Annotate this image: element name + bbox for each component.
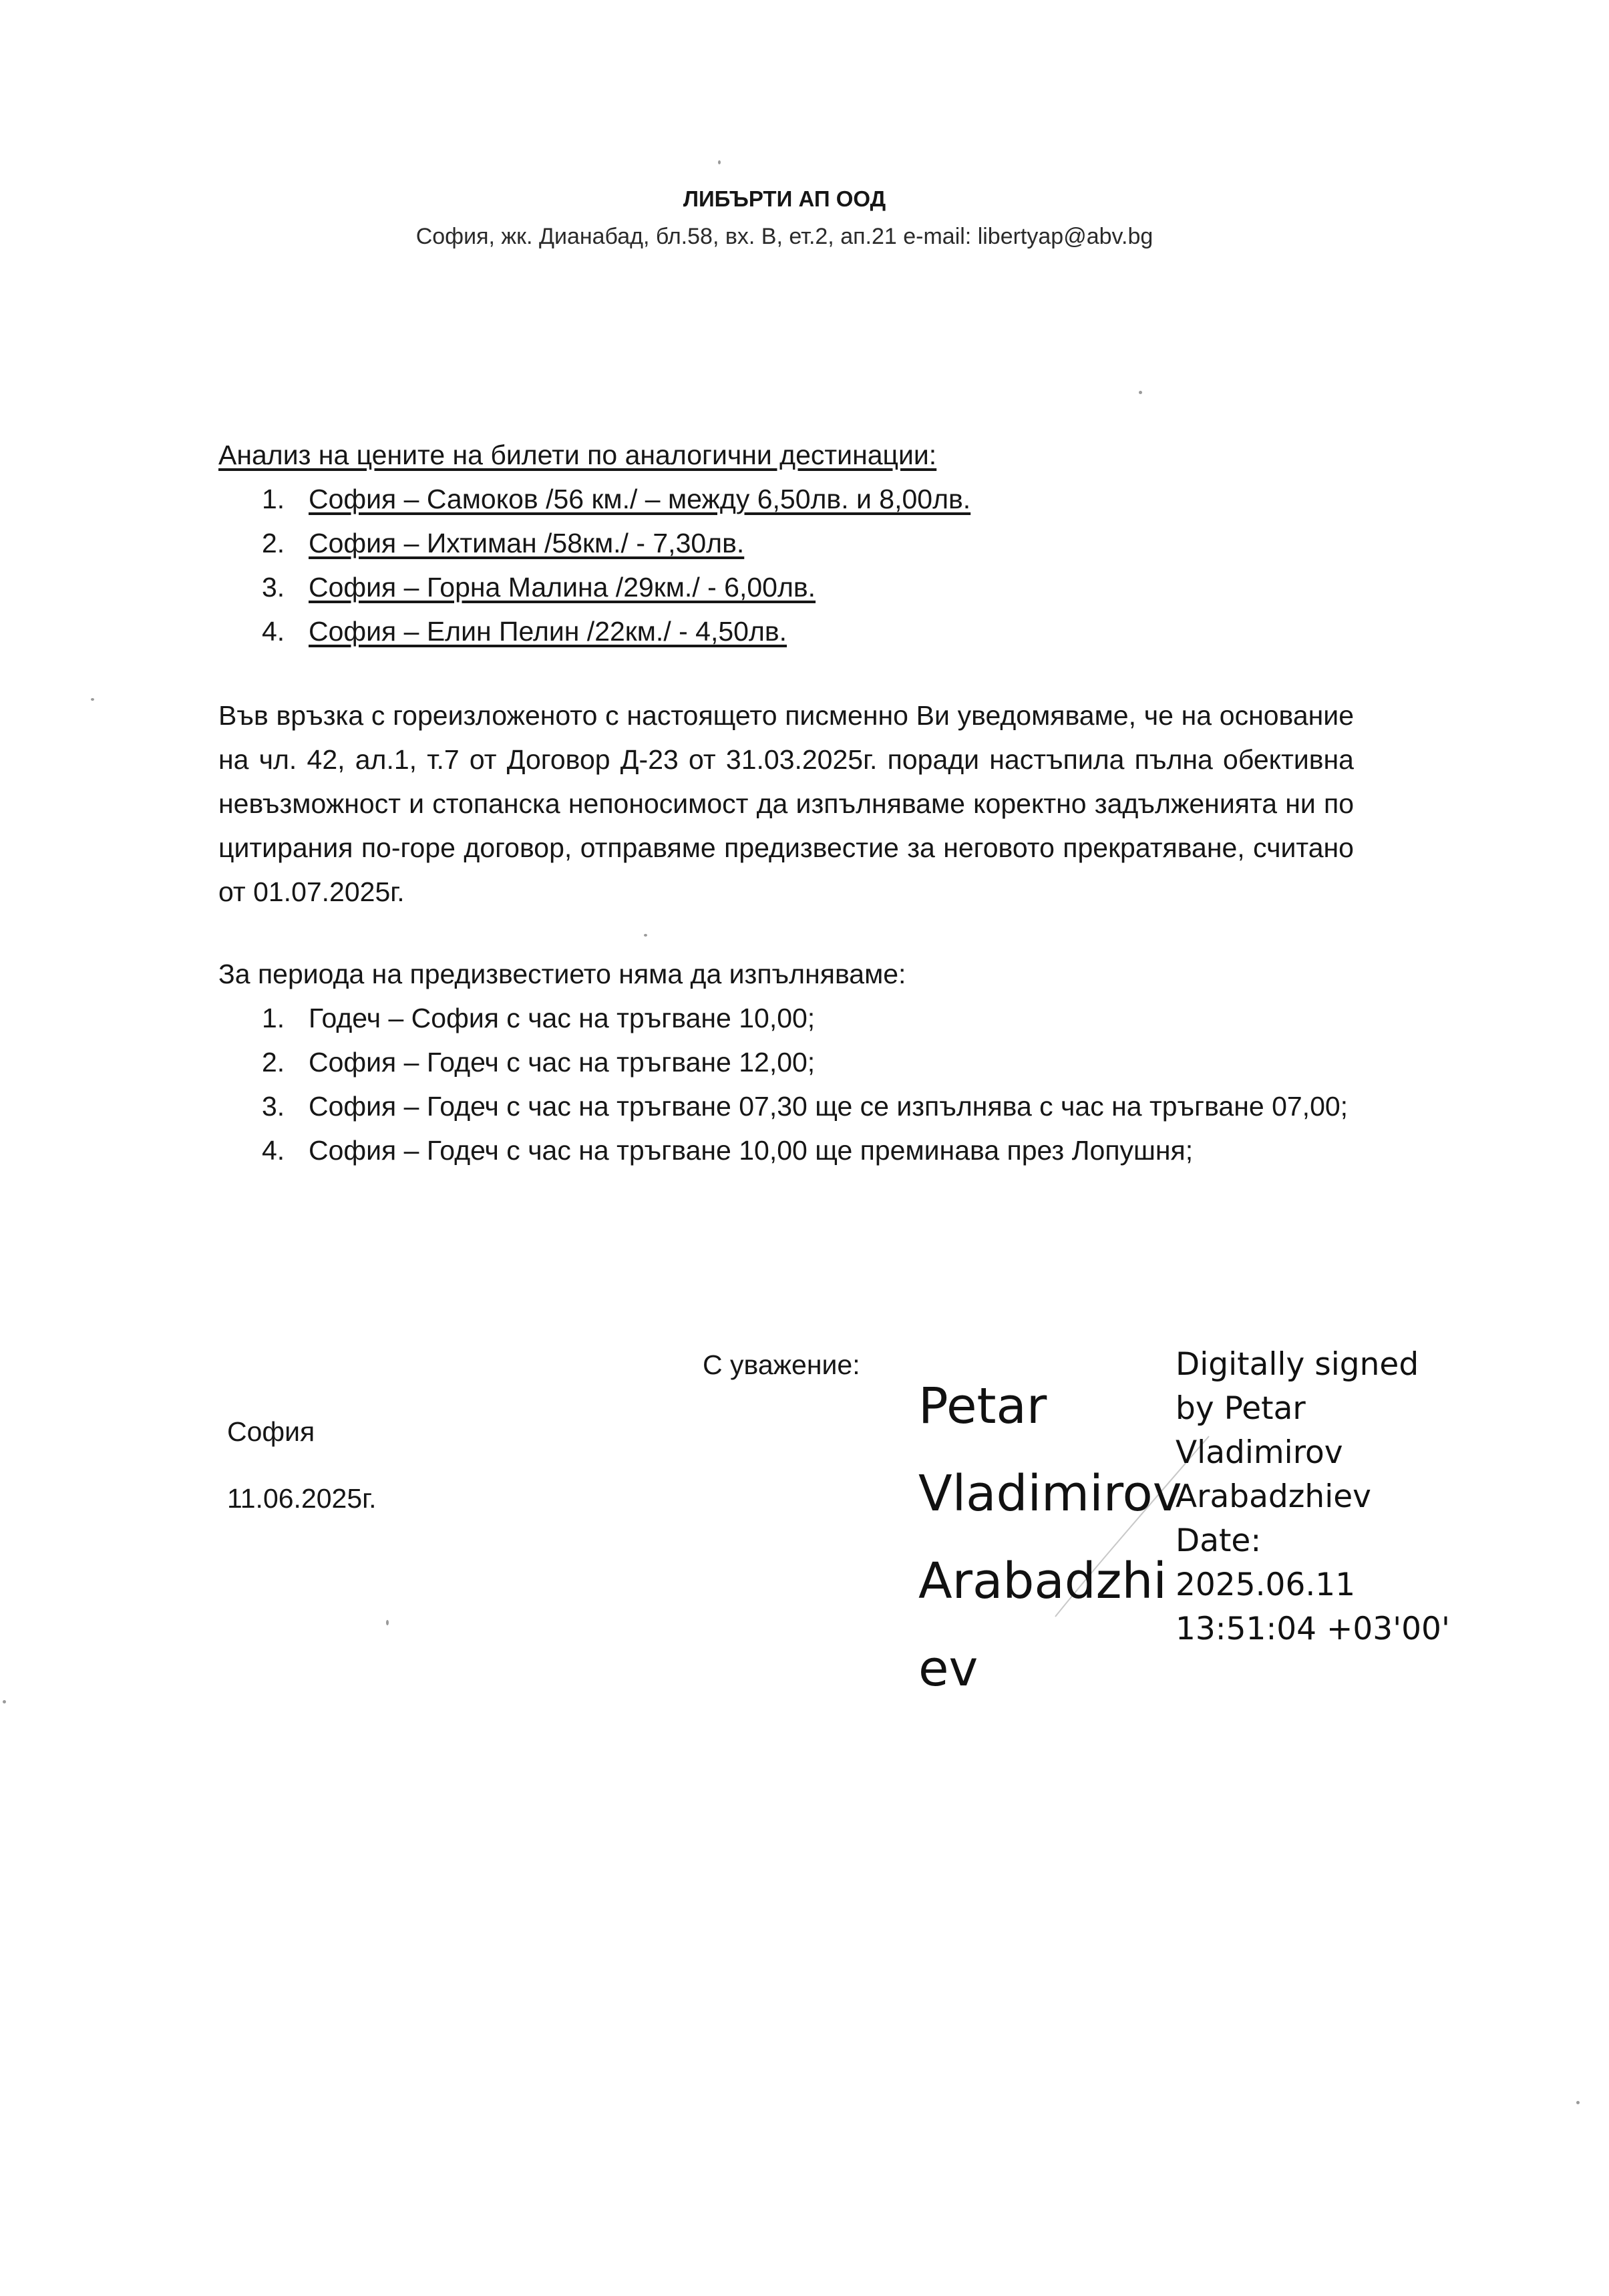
scan-speck bbox=[3, 1700, 6, 1703]
signature-detail-line: 2025.06.11 bbox=[1176, 1567, 1356, 1603]
list-number: 3. bbox=[262, 1091, 285, 1122]
scan-speck bbox=[91, 698, 94, 701]
date: 11.06.2025г. bbox=[227, 1483, 377, 1514]
list-item-text: София – Годеч с час на тръгване 10,00 ще преминава през Лопушня; bbox=[309, 1135, 1194, 1166]
notice-paragraph-section bbox=[218, 693, 1354, 914]
letterhead bbox=[0, 180, 1569, 255]
signature-detail-line: Arabadzhiev bbox=[1176, 1478, 1371, 1515]
scan-speck bbox=[644, 934, 647, 937]
scan-speck bbox=[386, 1620, 389, 1625]
notice-period-title: За периода на предизвестието няма да изпълняваме: bbox=[218, 959, 906, 989]
notice-paragraph: Във връзка с гореизложеното с настоящето писменно Ви уведомяваме, че на основание на чл. 42, ал.1, т.7 от Договор Д-23 от 31.03.2025г. поради настъпила пълна обективна невъзможност и стопанска непоносимост да изпълняваме коректно задълженията ни по цитирания по-горе договор, отправяме предизвестие за неговото прекратяване, считано от 01.07.2025г. bbox=[218, 700, 1354, 907]
price-analysis-title: Анализ на цените на билети по аналогични дестинации: bbox=[218, 440, 937, 470]
list-item-text: София – Елин Пелин /22км./ - 4,50лв. bbox=[309, 616, 787, 647]
list-item bbox=[218, 609, 1354, 653]
signature-detail-line: by Petar bbox=[1176, 1390, 1306, 1427]
list-item-text: София – Самоков /56 км./ – между 6,50лв. и 8,00лв. bbox=[309, 484, 971, 514]
list-number: 4. bbox=[262, 616, 285, 647]
list-item bbox=[218, 1084, 1354, 1128]
price-analysis-section bbox=[218, 433, 1354, 653]
scan-speck bbox=[1139, 391, 1142, 394]
list-number: 1. bbox=[262, 484, 285, 514]
list-number: 4. bbox=[262, 1135, 285, 1166]
list-item bbox=[218, 565, 1354, 609]
list-item-text: София – Горна Малина /29км./ - 6,00лв. bbox=[309, 572, 816, 603]
company-name: ЛИБЪРТИ АП ООД bbox=[683, 186, 886, 211]
signature-detail-line: Date: bbox=[1176, 1522, 1262, 1559]
company-address: София, жк. Дианабад, бл.58, вх. В, ет.2, ап.21 e-mail: libertyap@abv.bg bbox=[415, 224, 1153, 249]
notice-period-list bbox=[218, 996, 1354, 1172]
list-item bbox=[218, 1040, 1354, 1084]
list-item-text: София – Годеч с час на тръгване 07,30 ще се изпълнява с час на тръгване 07,00; bbox=[309, 1091, 1349, 1122]
list-item bbox=[218, 1128, 1354, 1172]
place: София bbox=[227, 1416, 315, 1447]
list-item-text: Годеч – София с час на тръгване 10,00; bbox=[309, 1003, 816, 1033]
list-item bbox=[218, 996, 1354, 1040]
scan-speck bbox=[1576, 2101, 1580, 2104]
list-number: 2. bbox=[262, 1047, 285, 1078]
list-item bbox=[218, 521, 1354, 565]
digital-signature-name bbox=[918, 1363, 1182, 1713]
signoff: С уважение: bbox=[703, 1349, 860, 1380]
list-number: 3. bbox=[262, 572, 285, 603]
signature-name-line: Arabadzhi bbox=[918, 1552, 1167, 1610]
signature-detail-line: Digitally signed bbox=[1176, 1346, 1419, 1383]
signature-detail-line: Vladimirov bbox=[1176, 1434, 1343, 1471]
signature-name-line: ev bbox=[918, 1640, 978, 1697]
list-item-text: София – Ихтиман /58км./ - 7,30лв. bbox=[309, 528, 745, 558]
notice-period-section bbox=[218, 952, 1354, 1172]
list-number: 1. bbox=[262, 1003, 285, 1033]
scan-speck bbox=[718, 160, 721, 164]
list-number: 2. bbox=[262, 528, 285, 558]
digital-signature-details bbox=[1176, 1343, 1456, 1651]
signature-name-line: Petar bbox=[918, 1377, 1047, 1435]
price-analysis-list bbox=[218, 477, 1354, 653]
list-item-text: София – Годеч с час на тръгване 12,00; bbox=[309, 1047, 816, 1078]
signature-detail-line: 13:51:04 +03'00' bbox=[1176, 1611, 1450, 1647]
signature-name-line: Vladimirov bbox=[918, 1465, 1182, 1522]
list-item bbox=[218, 477, 1354, 521]
